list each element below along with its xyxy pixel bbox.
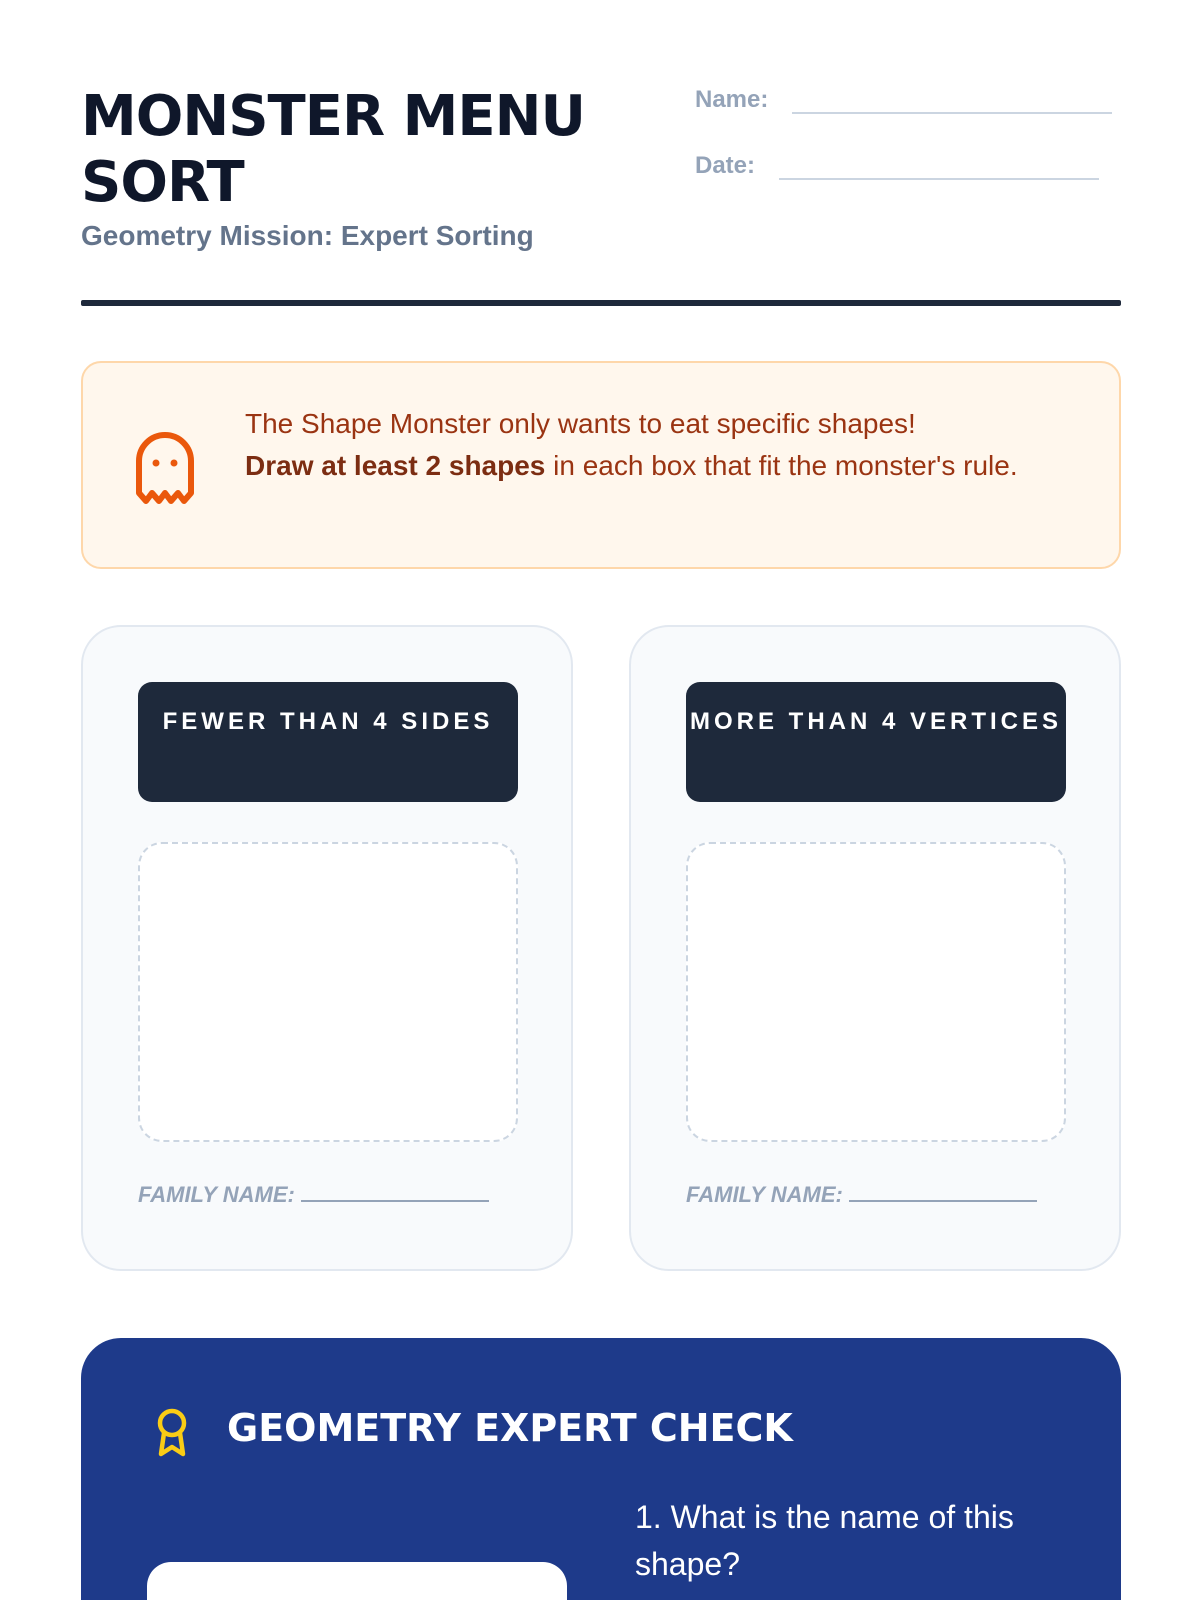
header-divider <box>81 300 1121 306</box>
card-heading: FEWER THAN 4 SIDES <box>138 682 518 802</box>
family-name-label: FAMILY NAME: <box>686 1182 843 1207</box>
ghost-icon <box>133 431 197 505</box>
question-1: 1. What is the name of this shape? <box>635 1499 1014 1582</box>
page-subtitle: Geometry Mission: Expert Sorting <box>81 220 534 251</box>
instructions-text <box>245 403 1065 487</box>
family-name-field[interactable] <box>686 1182 1037 1208</box>
family-name-blank[interactable] <box>301 1184 489 1202</box>
drawing-area[interactable] <box>686 842 1066 1142</box>
family-name-blank[interactable] <box>849 1184 1037 1202</box>
family-name-label: FAMILY NAME: <box>138 1182 295 1207</box>
expert-check-title: GEOMETRY EXPERT CHECK <box>227 1406 793 1450</box>
date-label: Date: <box>695 152 756 179</box>
expert-check-panel <box>81 1338 1121 1600</box>
sort-card-fewer-than-4-sides <box>81 625 573 1271</box>
sort-card-more-than-4-vertices <box>629 625 1121 1271</box>
card-heading: MORE THAN 4 VERTICES <box>686 682 1066 802</box>
date-field[interactable] <box>695 152 1099 180</box>
question-shape-card <box>147 1562 567 1600</box>
instructions-line-1: The Shape Monster only wants to eat specific shapes! <box>245 408 916 439</box>
instructions-rest: in each box that fit the monster's rule. <box>545 450 1018 481</box>
name-line[interactable] <box>792 112 1112 114</box>
date-line[interactable] <box>779 178 1099 180</box>
drawing-area[interactable] <box>138 842 518 1142</box>
family-name-field[interactable] <box>138 1182 489 1208</box>
name-label: Name: <box>695 86 769 113</box>
instructions-emphasis: Draw at least 2 shapes <box>245 450 546 481</box>
page-title: MONSTER MENU SORT <box>81 84 585 215</box>
award-ribbon-icon <box>155 1408 189 1458</box>
name-field[interactable] <box>695 86 1112 114</box>
instructions-box <box>81 361 1121 569</box>
worksheet-header <box>81 84 1121 306</box>
